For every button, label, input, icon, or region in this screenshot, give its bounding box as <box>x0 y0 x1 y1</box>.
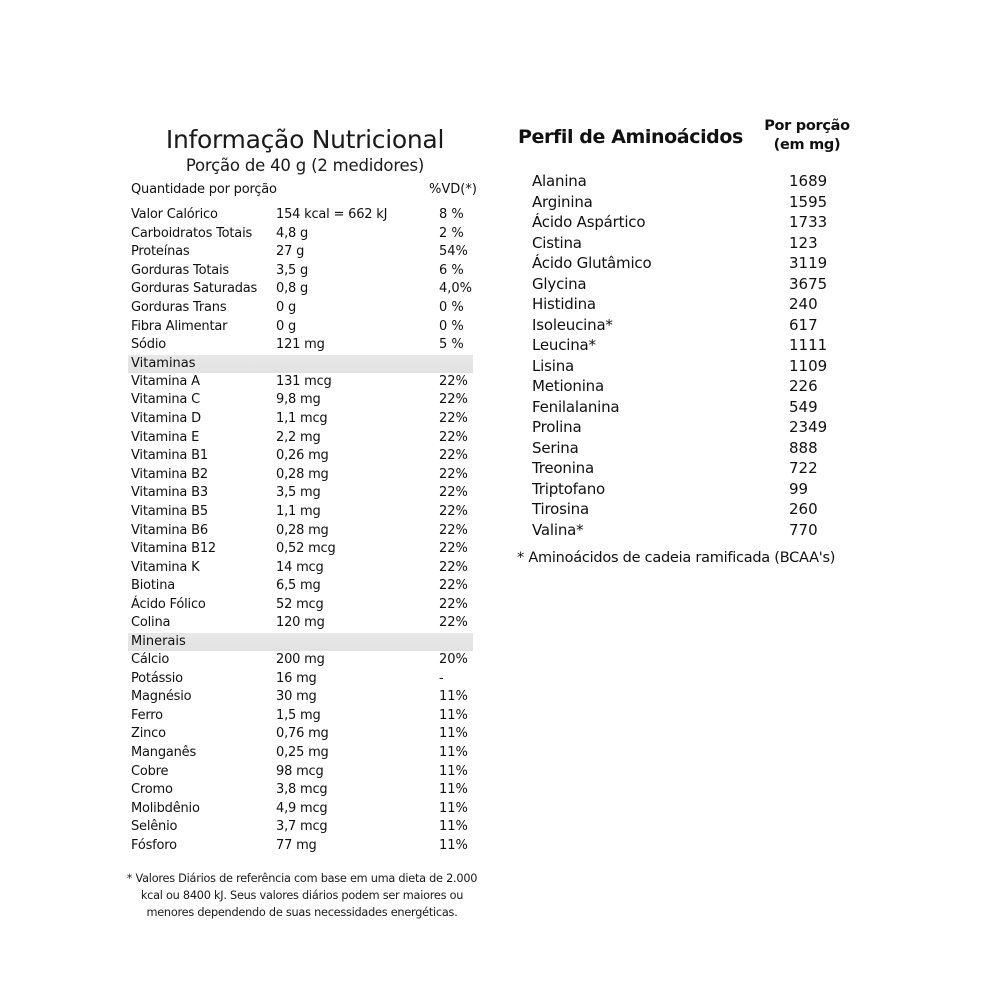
amino-value: 617 <box>789 315 818 334</box>
nutrient-daily-value: 22% <box>439 466 468 482</box>
amino-acid-profile <box>517 115 857 568</box>
nutrient-name: Vitamina C <box>131 392 200 408</box>
nutrient-amount: 1,5 mg <box>276 707 321 723</box>
amino-name: Serina <box>532 438 579 457</box>
nutrient-daily-value: 5 % <box>439 337 464 353</box>
daily-value-header: %VD(*) <box>429 182 477 197</box>
amino-row <box>517 192 857 213</box>
amino-value: 240 <box>789 295 818 313</box>
nutrient-row <box>128 429 474 448</box>
nutrient-daily-value: 2 % <box>439 225 464 241</box>
nutrient-daily-value: 22% <box>439 541 468 557</box>
nutrient-daily-value: 22% <box>439 392 468 408</box>
nutrient-daily-value: 22% <box>439 578 468 594</box>
nutrient-daily-value: 11% <box>439 819 468 835</box>
nutrient-name: Proteínas <box>131 244 190 260</box>
nutrient-daily-value: 0 % <box>439 299 464 315</box>
nutrient-amount: 0,8 g <box>276 281 309 297</box>
nutrient-daily-value: 22% <box>439 559 468 575</box>
daily-value-footnote: * Valores Diários de referência com base em uma dieta de 2.000 kcal ou 8400 kJ. Seus valores diários podem ser maiores ou menores dependendo de suas necessidades energéticas. <box>126 871 478 919</box>
nutrient-name: Biotina <box>131 578 175 594</box>
amino-name: Glycina <box>532 274 587 293</box>
nutrient-amount: 0,52 mcg <box>276 541 336 557</box>
nutrient-row <box>128 243 474 262</box>
nutrient-row <box>128 837 474 856</box>
nutrient-row <box>128 262 474 281</box>
nutrient-name: Vitamina A <box>131 373 200 389</box>
amino-row <box>517 294 857 315</box>
amino-row <box>517 253 857 274</box>
nutrient-row <box>128 763 474 782</box>
amino-value: 123 <box>789 233 818 252</box>
nutrient-amount: 0 g <box>276 299 297 315</box>
nutrient-name: Ácido Fólico <box>131 596 206 612</box>
nutrient-amount: 0,28 mg <box>276 522 329 538</box>
amino-row <box>517 458 857 479</box>
nutrient-amount: 120 mg <box>276 615 325 631</box>
nutrient-amount: 77 mg <box>276 838 317 853</box>
nutrient-name: Gorduras Trans <box>131 299 227 315</box>
nutrient-name: Ferro <box>131 707 163 723</box>
amino-value: 888 <box>789 438 818 457</box>
nutrient-row <box>128 522 474 541</box>
nutrient-amount: 6,5 mg <box>276 578 321 594</box>
nutrient-daily-value: 22% <box>439 485 468 501</box>
amino-value: 722 <box>789 459 818 477</box>
mineral-nutrients <box>128 651 474 856</box>
nutrient-amount: 3,7 mcg <box>276 819 328 835</box>
amino-column-header-line2: (em mg) <box>773 137 841 153</box>
amino-name: Histidina <box>532 295 596 313</box>
amino-name: Leucina* <box>532 336 596 354</box>
nutrient-name: Fósforo <box>131 838 177 853</box>
amino-name: Prolina <box>532 418 582 436</box>
amino-value: 260 <box>789 500 818 518</box>
nutrient-amount: 16 mg <box>276 670 317 686</box>
nutrient-row <box>128 225 474 244</box>
nutrient-daily-value: 11% <box>439 745 468 761</box>
nutrient-daily-value: 11% <box>439 689 468 705</box>
nutrient-daily-value: 22% <box>439 503 468 519</box>
nutrient-row <box>128 466 474 485</box>
nutrient-row <box>128 410 474 429</box>
nutrient-daily-value: 11% <box>439 707 468 723</box>
amino-value: 1689 <box>789 172 828 190</box>
amino-row <box>517 171 857 192</box>
amino-row <box>517 438 857 459</box>
nutrient-row <box>128 614 474 633</box>
nutrient-amount: 154 kcal = 662 kJ <box>276 207 388 222</box>
amino-name: Fenilalanina <box>532 397 620 416</box>
nutrient-amount: 0,25 mg <box>276 745 329 761</box>
amino-value: 1595 <box>789 192 828 211</box>
amino-row <box>517 397 857 418</box>
amino-name: Isoleucina* <box>532 315 613 334</box>
amino-name: Triptofano <box>532 479 606 498</box>
amino-value: 1109 <box>789 356 828 375</box>
nutrient-row <box>128 651 474 670</box>
nutrient-row <box>128 559 474 578</box>
nutrient-amount: 30 mg <box>276 689 317 705</box>
nutrient-row <box>128 503 474 522</box>
nutrient-daily-value: 20% <box>439 652 468 668</box>
nutrient-name: Cobre <box>131 763 169 779</box>
amino-row <box>517 499 857 520</box>
nutrient-row <box>128 707 474 726</box>
amino-value: 1111 <box>789 336 828 354</box>
nutrient-row <box>128 206 474 225</box>
nutrient-row <box>128 484 474 503</box>
nutrient-name: Vitamina D <box>131 410 201 426</box>
amino-row <box>517 356 857 377</box>
nutrient-name: Zinco <box>131 726 166 742</box>
nutrient-row <box>128 800 474 819</box>
amino-name: Treonina <box>532 459 594 477</box>
nutrient-daily-value: 11% <box>439 726 468 742</box>
bcaa-footnote: * Aminoácidos de cadeia ramificada (BCAA's) <box>517 550 836 566</box>
nutrient-row <box>128 540 474 559</box>
nutrient-amount: 52 mcg <box>276 596 324 612</box>
nutrient-name: Potássio <box>131 670 183 686</box>
nutrient-daily-value: 54% <box>439 244 468 260</box>
nutrient-daily-value: 22% <box>439 615 468 631</box>
amino-value: 3675 <box>789 274 828 293</box>
serving-size: Porção de 40 g (2 medidores) <box>185 156 425 175</box>
nutrient-row <box>128 725 474 744</box>
amino-row <box>517 479 857 500</box>
amino-header <box>517 115 857 171</box>
main-nutrients <box>128 206 474 355</box>
nutrient-name: Vitamina B2 <box>131 466 208 482</box>
nutrition-title: Informação Nutricional <box>165 125 445 154</box>
nutrient-daily-value: 6 % <box>439 262 464 278</box>
nutrient-daily-value: 22% <box>439 429 468 445</box>
nutrient-amount: 0,28 mg <box>276 466 329 482</box>
nutrient-daily-value: 0 % <box>439 318 464 334</box>
nutrient-row <box>128 391 474 410</box>
amino-name: Cistina <box>532 233 582 252</box>
amino-value: 1733 <box>789 213 828 231</box>
amino-value: 3119 <box>789 254 828 272</box>
nutrient-amount: 9,8 mg <box>276 392 321 408</box>
nutrient-daily-value: - <box>439 670 444 686</box>
nutrient-name: Vitamina E <box>131 429 200 445</box>
nutrient-daily-value: 11% <box>439 800 468 816</box>
nutrient-amount: 14 mcg <box>276 559 324 575</box>
nutrient-row <box>128 336 474 355</box>
nutrient-amount: 200 mg <box>276 652 325 668</box>
nutrient-name: Vitamina B6 <box>131 522 208 538</box>
nutrient-amount: 98 mcg <box>276 763 324 779</box>
nutrient-daily-value: 11% <box>439 838 468 853</box>
nutrient-daily-value: 11% <box>439 782 468 798</box>
amino-row <box>517 417 857 438</box>
amino-row <box>517 376 857 397</box>
vitamins-label: Vitaminas <box>131 355 196 371</box>
nutrient-name: Fibra Alimentar <box>131 318 228 334</box>
nutrition-rows <box>128 206 474 856</box>
amino-name: Valina* <box>532 520 584 539</box>
amino-column-header-line1: Por porção <box>764 118 850 134</box>
nutrient-name: Vitamina B12 <box>131 541 216 557</box>
nutrient-name: Vitamina B5 <box>131 503 208 519</box>
nutrient-name: Carboidratos Totais <box>131 225 253 241</box>
amino-name: Lisina <box>532 356 575 375</box>
amino-name: Tirosina <box>532 500 589 518</box>
amino-value: 770 <box>789 520 818 539</box>
nutrition-column-header <box>128 180 477 200</box>
nutrient-amount: 1,1 mcg <box>276 410 328 426</box>
nutrient-amount: 4,9 mcg <box>276 800 328 816</box>
nutrient-name: Valor Calórico <box>131 207 218 222</box>
nutrient-name: Gorduras Saturadas <box>131 281 258 297</box>
amino-row <box>517 520 857 541</box>
nutrient-row <box>128 744 474 763</box>
nutrient-row <box>128 299 474 318</box>
nutrient-row <box>128 373 474 392</box>
nutrient-amount: 121 mg <box>276 337 325 353</box>
nutrient-row <box>128 596 474 615</box>
amino-title: Perfil de Aminoácidos <box>518 126 743 148</box>
nutrient-name: Gorduras Totais <box>131 262 229 278</box>
amino-row <box>517 233 857 254</box>
nutrient-row <box>128 781 474 800</box>
nutrient-amount: 2,2 mg <box>276 429 321 445</box>
amino-value: 2349 <box>789 418 828 436</box>
amino-row <box>517 274 857 295</box>
nutrient-name: Molibdênio <box>131 800 200 816</box>
nutrient-daily-value: 22% <box>439 448 468 464</box>
nutrient-daily-value: 8 % <box>439 207 464 222</box>
amino-name: Arginina <box>532 192 593 211</box>
nutrient-row <box>128 818 474 837</box>
amino-name: Ácido Glutâmico <box>532 254 652 272</box>
nutrient-row <box>128 688 474 707</box>
nutrient-amount: 3,5 g <box>276 262 309 278</box>
nutrient-daily-value: 22% <box>439 410 468 426</box>
vitamins-section-header <box>128 355 473 373</box>
amino-value: 99 <box>789 479 809 498</box>
nutrient-row <box>128 670 474 689</box>
nutrient-amount: 0,76 mg <box>276 726 329 742</box>
nutrition-facts-table <box>126 124 478 921</box>
nutrient-name: Cálcio <box>131 652 170 668</box>
nutrient-row <box>128 318 474 337</box>
minerals-label: Minerais <box>131 634 186 650</box>
nutrient-amount: 3,5 mg <box>276 485 321 501</box>
nutrient-row <box>128 447 474 466</box>
nutrient-name: Manganês <box>131 745 197 761</box>
amino-rows <box>517 171 857 540</box>
amino-row <box>517 335 857 356</box>
amino-column-header <box>757 117 857 155</box>
nutrient-daily-value: 22% <box>439 373 468 389</box>
vitamin-nutrients <box>128 373 474 633</box>
minerals-section-header <box>128 633 473 651</box>
nutrient-amount: 4,8 g <box>276 225 309 241</box>
nutrient-daily-value: 22% <box>439 522 468 538</box>
nutrient-name: Vitamina K <box>131 559 200 575</box>
nutrient-daily-value: 11% <box>439 763 468 779</box>
amino-name: Alanina <box>532 172 587 190</box>
nutrient-name: Selênio <box>131 819 178 835</box>
nutrient-name: Magnésio <box>131 689 192 705</box>
nutrient-daily-value: 22% <box>439 596 468 612</box>
nutrient-row <box>128 577 474 596</box>
nutrient-amount: 27 g <box>276 244 305 260</box>
amino-row <box>517 315 857 336</box>
amino-value: 226 <box>789 377 818 395</box>
quantity-header: Quantidade por porção <box>131 182 277 197</box>
amino-name: Ácido Aspártico <box>532 213 646 231</box>
nutrient-name: Colina <box>131 615 171 631</box>
nutrient-amount: 3,8 mcg <box>276 782 328 798</box>
nutrient-name: Sódio <box>131 337 167 353</box>
nutrient-row <box>128 280 474 299</box>
amino-value: 549 <box>789 397 818 416</box>
nutrient-daily-value: 4,0% <box>439 281 473 297</box>
amino-name: Metionina <box>532 377 604 395</box>
nutrient-amount: 1,1 mg <box>276 503 321 519</box>
nutrient-name: Vitamina B3 <box>131 485 208 501</box>
amino-row <box>517 212 857 233</box>
nutrient-amount: 0 g <box>276 318 297 334</box>
nutrient-name: Vitamina B1 <box>131 448 208 464</box>
nutrient-amount: 131 mcg <box>276 373 332 389</box>
nutrient-amount: 0,26 mg <box>276 448 329 464</box>
nutrient-name: Cromo <box>131 782 173 798</box>
